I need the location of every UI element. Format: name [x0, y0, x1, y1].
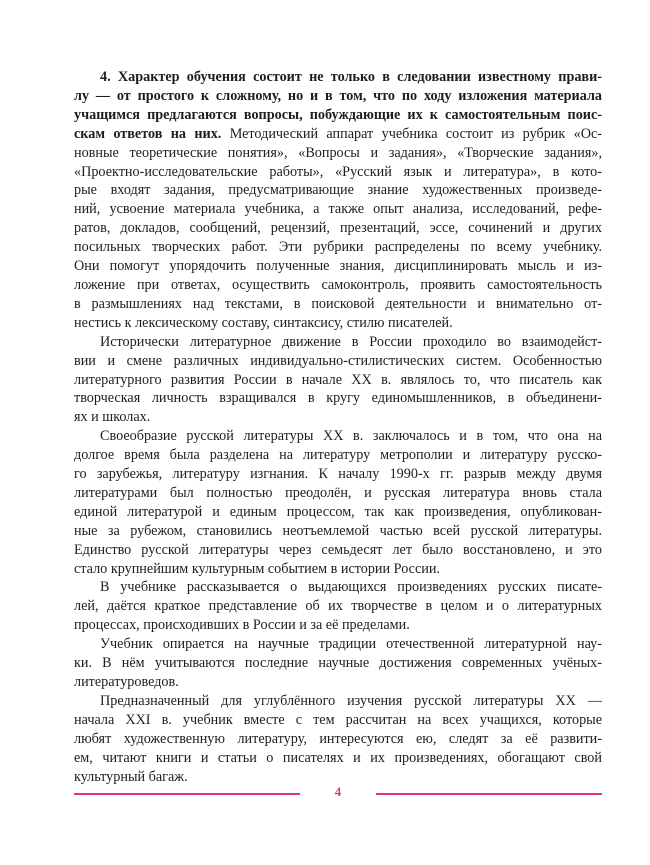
text-line: ложение при ответах, осуществить самоконтроль, проявить самостоятельность [74, 276, 602, 293]
text-line: стало крупнейшим культурным событием в истории России. [74, 560, 440, 577]
text-line [74, 68, 602, 87]
bold-text: 4. Характер обучения состоит не только в следовании известному прави- [100, 69, 602, 85]
text-line: лей, даётся краткое представление об их творчестве в целом и о литературных [74, 598, 602, 615]
paragraph-characteristics [74, 68, 602, 333]
paragraph-overview [74, 578, 602, 635]
text-line: ные за рубежом, становились неотъемлемой частью всей русской литературы. [74, 522, 602, 539]
text-line: литературоведов. [74, 674, 179, 690]
text-line: Учебник опирается на научные традиции отечественной литературной нау- [100, 636, 602, 653]
bold-text: учащимся предлагаются вопросы, побуждающие их к самостоятельным поис- [74, 106, 602, 123]
page-content [74, 68, 602, 786]
paragraph-audience [74, 692, 602, 787]
text-line: рые входят задания, предусматривающие знание художественных произведе- [74, 182, 602, 199]
text-line: В учебнике рассказывается о выдающихся произведениях русских писате- [100, 579, 602, 596]
text-line: новные теоретические понятия», «Вопросы и задания», «Творческие задания», [74, 144, 602, 161]
text-line [74, 87, 602, 106]
text-line: литературного развития России в начале XX в. являлось то, что писатель как [74, 371, 602, 388]
page-footer [74, 783, 602, 803]
footer-rule-right [376, 793, 602, 795]
text-line: Предназначенный для углублённого изучения русской литературы XX — [100, 692, 602, 709]
text-line: «Проектно-исследовательские работы», «Русский язык и литература», в кото- [74, 163, 602, 180]
text-line: Своеобразие русской литературы XX в. заключалось и в том, что она на [100, 428, 602, 445]
paragraph-uniqueness [74, 427, 602, 578]
text-line: единой литературой и единым процессом, так как произведения, опубликован- [74, 503, 602, 520]
paragraph-history [74, 333, 602, 428]
text-line: литературами был полностью преодолён, и русская литература вновь стала [74, 484, 602, 501]
text-line: творческая личность взращивался в кругу единомышленников, в объединени- [74, 390, 602, 407]
text-line: го зарубежья, литературу изгнания. К началу 1990-х гг. разрыв между двумя [74, 466, 602, 483]
text-line: нестись к лексическому составу, синтаксису, стилю писателей. [74, 314, 453, 331]
text-line: ем, читают книги и статьи о писателях и их произведениях, обогащают свой [74, 749, 602, 766]
text-line: вии и смене различных индивидуально-стилистических систем. Особенностью [74, 352, 602, 369]
text-line: Они помогут упорядочить полученные знания, дисциплинировать мысль и из- [74, 258, 602, 275]
text-line: ратов, докладов, сообщений, рецензий, презентаций, эссе, сочинений и других [74, 220, 602, 237]
text-line: в размышлениях над текстами, в поисковой деятельности и внимательно от- [74, 295, 602, 312]
paragraph-traditions [74, 635, 602, 692]
text-line: посильных творческих работ. Эти рубрики распределены по всему учебнику. [74, 239, 602, 256]
text-line: процессах, происходивших в России и за её пределами. [74, 617, 410, 634]
page-number: 4 [334, 784, 342, 799]
text-line: Единство русской литературы через семьдесят лет было восстановлено, и это [74, 541, 602, 558]
bold-text: лу — от простого к сложному, но и в том, что по ходу изложения материала [74, 87, 602, 104]
text-line [74, 125, 602, 144]
bold-text: скам ответов на них. [74, 125, 222, 142]
text-line: начала XXI в. учебник вместе с тем рассчитан на всех учащихся, которые [74, 711, 602, 728]
text-line: ки. В нём учитываются последние научные достижения современных учёных- [74, 655, 602, 672]
text-line: Исторически литературное движение в России проходило во взаимодейст- [100, 333, 602, 350]
text-line [74, 106, 602, 125]
text-line: культурный багаж. [74, 768, 188, 785]
regular-text: Методический аппарат учебника состоит из рубрик «Ос- [221, 125, 602, 142]
text-line: долгое время была разделена на литературу метрополии и литературу русско- [74, 447, 602, 464]
text-line: ний, усвоение материала учебника, а также опыт анализа, исследований, рефе- [74, 201, 602, 218]
text-line: ях и школах. [74, 409, 151, 426]
text-line: любят художественную литературу, интересуются ею, следят за её развити- [74, 730, 602, 747]
